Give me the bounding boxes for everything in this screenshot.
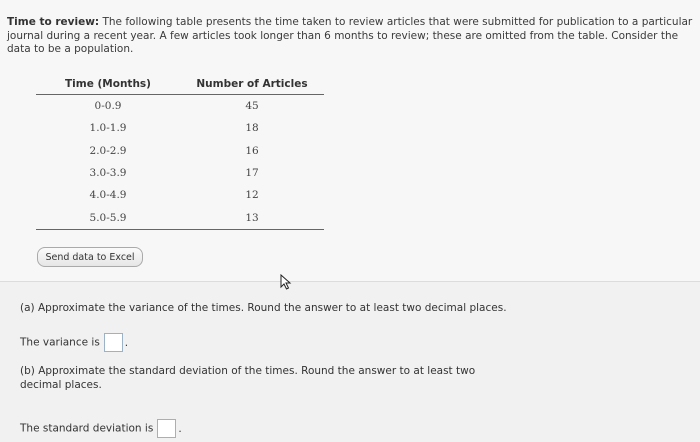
cell-count: 45 (245, 100, 259, 113)
std-dev-label: The standard deviation is (20, 422, 154, 435)
intro-paragraph (7, 16, 693, 57)
table-row (36, 140, 324, 162)
send-to-excel-button[interactable]: Send data to Excel (37, 247, 143, 267)
cell-count: 12 (245, 189, 259, 202)
table-row (36, 184, 324, 206)
intro-text: The following table presents the time taken to review articles that were submitted for publication to a particular journal during a recent year. A few articles took longer than 6 months to review; these are omitted from the table. Consider the data to be a population. (7, 16, 693, 56)
period: . (124, 336, 129, 349)
mouse-pointer-icon (280, 274, 292, 290)
header-time: Time (Months) (36, 74, 180, 95)
std-dev-input[interactable] (157, 419, 176, 438)
cell-count: 17 (245, 167, 259, 180)
cell-count: 18 (245, 122, 259, 135)
cell-count: 16 (245, 144, 259, 157)
part-b-question: (b) Approximate the standard deviation of the times. Round the answer to at least two decimal places. (20, 365, 476, 391)
variance-input[interactable] (104, 333, 123, 352)
table-row (36, 162, 324, 184)
cell-time: 5.0-5.9 (36, 206, 180, 229)
table-row (36, 117, 324, 139)
part-b-answer-line (20, 419, 182, 438)
table-header-row (36, 74, 324, 95)
review-time-table (36, 74, 324, 230)
cell-time: 4.0-4.9 (89, 189, 127, 202)
period: . (178, 422, 182, 435)
cell-time: 0-0.9 (94, 100, 122, 113)
part-a-answer-line (20, 333, 128, 352)
cell-count: 13 (180, 206, 324, 229)
cell-time: 1.0-1.9 (89, 122, 127, 135)
intro-title: Time to review: (7, 16, 100, 28)
cell-time: 2.0-2.9 (89, 144, 127, 157)
answer-panel (0, 281, 700, 442)
part-a-question: (a) Approximate the variance of the times. Round the answer to at least two decimal places. (20, 302, 507, 314)
variance-label: The variance is (20, 336, 100, 349)
cell-time: 3.0-3.9 (89, 167, 127, 180)
table-row (36, 206, 324, 229)
table-row (36, 95, 324, 118)
header-articles: Number of Articles (180, 74, 324, 95)
